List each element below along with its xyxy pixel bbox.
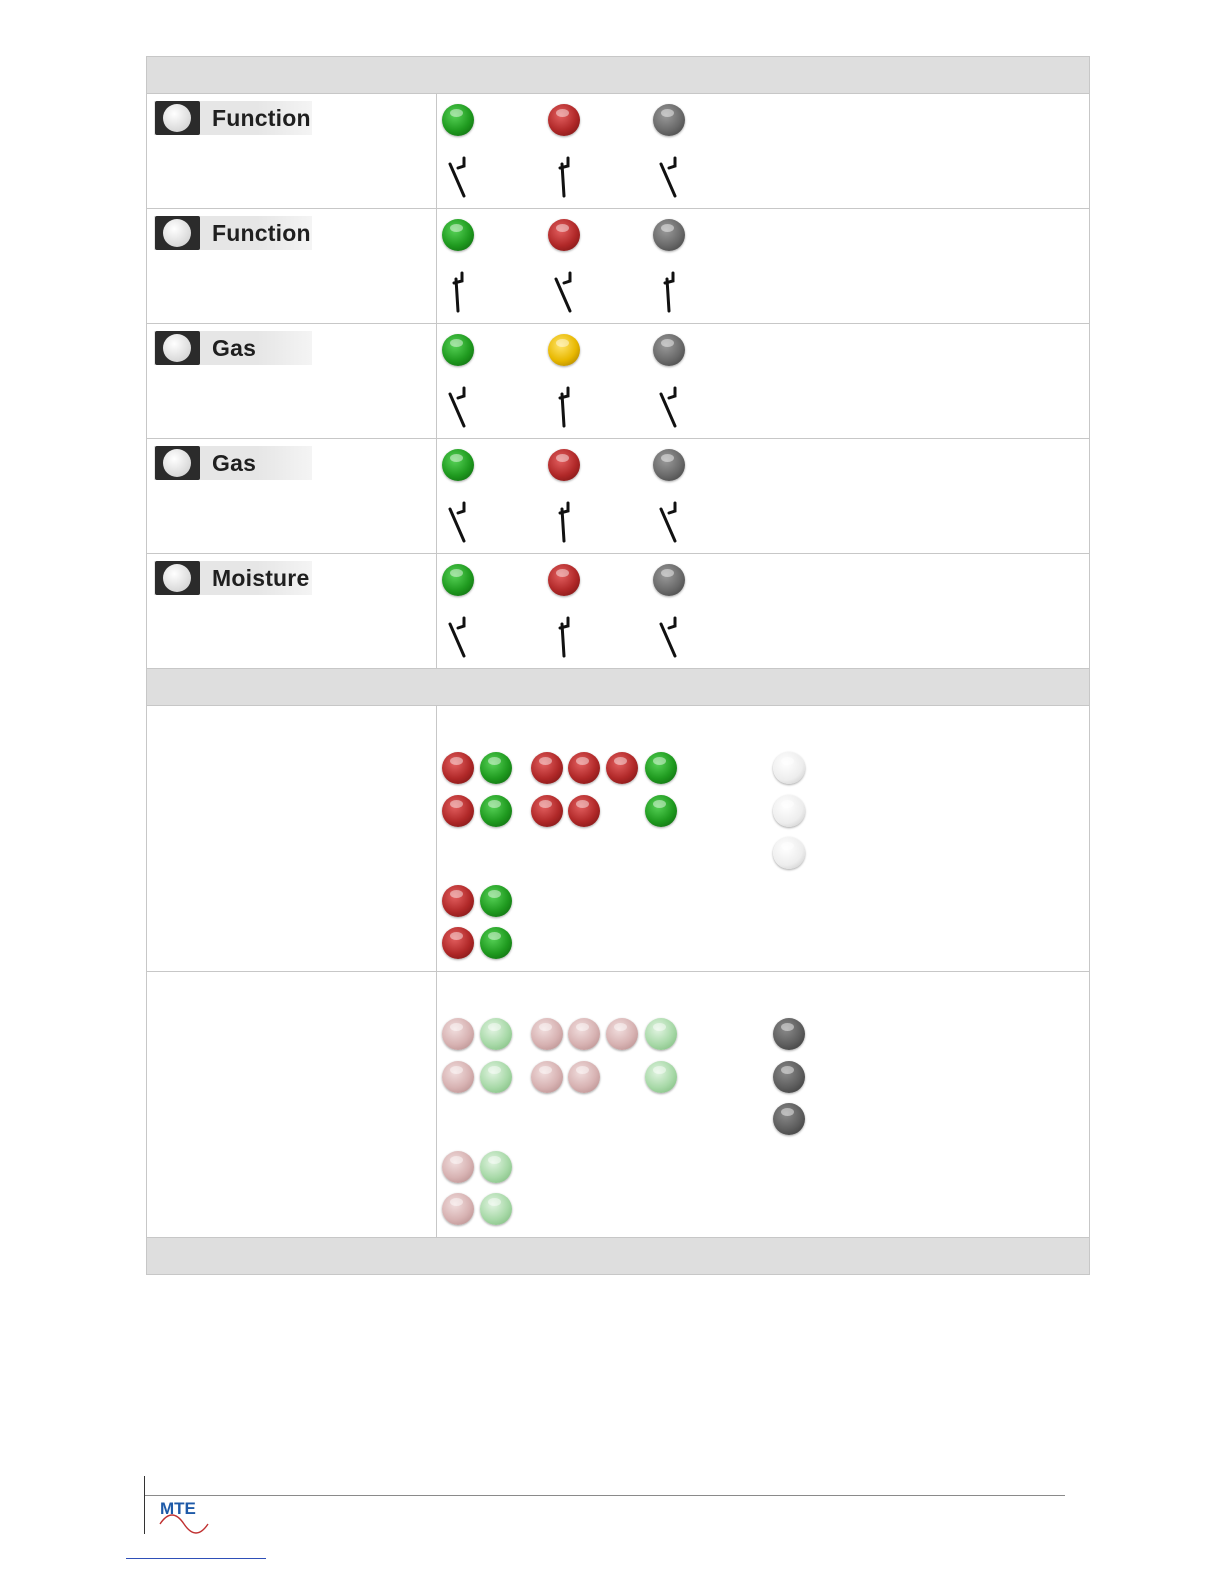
contact-path (560, 618, 568, 656)
nc-contact-icon (444, 616, 470, 660)
led-pattern-cell (437, 972, 1089, 1237)
pink-led-icon (568, 1018, 600, 1050)
status-row (147, 554, 1089, 669)
mte-logo (158, 1498, 218, 1538)
section-separator-band (147, 669, 1089, 706)
white-led-icon (773, 795, 805, 827)
red-lamp-icon (548, 564, 580, 596)
no-contact-icon (550, 386, 576, 430)
contact-path (454, 273, 462, 311)
logo-text: MTE (160, 1499, 196, 1518)
red-led-icon (442, 795, 474, 827)
lgreen-led-icon (645, 1018, 677, 1050)
red-led-icon (531, 795, 563, 827)
status-label-cell (147, 554, 437, 668)
led-rows (147, 706, 1089, 1238)
nc-contact-icon (655, 616, 681, 660)
green-led-icon (480, 752, 512, 784)
no-contact-icon (550, 156, 576, 200)
contact-path (450, 503, 464, 541)
red-led-icon (531, 752, 563, 784)
key-label: Function (212, 105, 311, 131)
key-lamp-icon (163, 219, 191, 247)
dgrey-led-icon (773, 1061, 805, 1093)
green-led-icon (480, 927, 512, 959)
key-label: Function (212, 220, 311, 246)
red-led-icon (606, 752, 638, 784)
contact-path (661, 388, 675, 426)
led-label-cell (147, 972, 437, 1237)
pink-led-icon (442, 1061, 474, 1093)
led-label-cell (147, 706, 437, 971)
key-lamp-icon (163, 564, 191, 592)
lgreen-led-icon (645, 1061, 677, 1093)
status-rows (147, 94, 1089, 669)
led-pattern-cell (437, 706, 1089, 971)
status-indicators-cell (437, 324, 1089, 438)
contact-path (665, 273, 673, 311)
status-row (147, 209, 1089, 324)
lgreen-led-icon (480, 1151, 512, 1183)
footer-divider (145, 1495, 1065, 1496)
key-lamp-icon (163, 449, 191, 477)
table-header-band (147, 57, 1089, 94)
key-label: Moisture (212, 565, 310, 591)
status-label-cell (147, 324, 437, 438)
lgreen-led-icon (480, 1061, 512, 1093)
grey-lamp-icon (653, 449, 685, 481)
red-led-icon (442, 885, 474, 917)
contact-path (560, 503, 568, 541)
grey-lamp-icon (653, 219, 685, 251)
pink-led-icon (531, 1061, 563, 1093)
red-lamp-icon (548, 449, 580, 481)
status-indicators-cell (437, 94, 1089, 208)
green-lamp-icon (442, 449, 474, 481)
red-led-icon (568, 752, 600, 784)
status-row (147, 324, 1089, 439)
grey-lamp-icon (653, 104, 685, 136)
status-row (147, 439, 1089, 554)
pink-led-icon (606, 1018, 638, 1050)
red-lamp-icon (548, 104, 580, 136)
red-lamp-icon (548, 219, 580, 251)
key-label: Gas (212, 335, 257, 361)
green-led-icon (480, 885, 512, 917)
nc-contact-icon (444, 156, 470, 200)
indicator-key (154, 101, 312, 135)
key-button-icon (155, 216, 200, 250)
status-label-cell (147, 439, 437, 553)
red-led-icon (568, 795, 600, 827)
nc-contact-icon (444, 386, 470, 430)
indicator-key (154, 331, 312, 365)
footer-link-underline[interactable] (126, 1558, 266, 1559)
contact-path (560, 158, 568, 196)
indicator-key (154, 446, 312, 480)
contact-path (450, 158, 464, 196)
green-led-icon (645, 795, 677, 827)
status-label-cell (147, 209, 437, 323)
contact-path (450, 618, 464, 656)
contact-path (661, 503, 675, 541)
nc-contact-icon (655, 156, 681, 200)
key-button-icon (155, 101, 200, 135)
green-lamp-icon (442, 104, 474, 136)
red-led-icon (442, 927, 474, 959)
status-indicators-cell (437, 554, 1089, 668)
key-label: Gas (212, 450, 257, 476)
green-led-icon (645, 752, 677, 784)
key-button-icon (155, 331, 200, 365)
yellow-lamp-icon (548, 334, 580, 366)
key-lamp-icon (163, 104, 191, 132)
footer-vertical-rule (144, 1476, 145, 1534)
grey-lamp-icon (653, 564, 685, 596)
white-led-icon (773, 752, 805, 784)
green-led-icon (480, 795, 512, 827)
green-lamp-icon (442, 334, 474, 366)
status-indicators-cell (437, 439, 1089, 553)
status-row (147, 94, 1089, 209)
contact-path (661, 158, 675, 196)
contact-path (560, 388, 568, 426)
dgrey-led-icon (773, 1103, 805, 1135)
table-footer-band (147, 1238, 1089, 1274)
key-button-icon (155, 561, 200, 595)
key-lamp-icon (163, 334, 191, 362)
key-button-icon (155, 446, 200, 480)
no-contact-icon (444, 271, 470, 315)
nc-contact-icon (550, 271, 576, 315)
green-lamp-icon (442, 564, 474, 596)
red-led-icon (442, 752, 474, 784)
contact-path (556, 273, 570, 311)
pink-led-icon (442, 1018, 474, 1050)
pink-led-icon (442, 1151, 474, 1183)
dgrey-led-icon (773, 1018, 805, 1050)
nc-contact-icon (444, 501, 470, 545)
indicator-table (146, 56, 1090, 1275)
led-pattern-row (147, 706, 1089, 972)
pink-led-icon (568, 1061, 600, 1093)
indicator-key (154, 561, 312, 595)
indicator-key (154, 216, 312, 250)
pink-led-icon (531, 1018, 563, 1050)
contact-path (450, 388, 464, 426)
contact-path (661, 618, 675, 656)
led-pattern-row (147, 972, 1089, 1238)
nc-contact-icon (655, 386, 681, 430)
status-label-cell (147, 94, 437, 208)
no-contact-icon (550, 501, 576, 545)
lgreen-led-icon (480, 1018, 512, 1050)
lgreen-led-icon (480, 1193, 512, 1225)
no-contact-icon (550, 616, 576, 660)
white-led-icon (773, 837, 805, 869)
pink-led-icon (442, 1193, 474, 1225)
green-lamp-icon (442, 219, 474, 251)
no-contact-icon (655, 271, 681, 315)
nc-contact-icon (655, 501, 681, 545)
grey-lamp-icon (653, 334, 685, 366)
status-indicators-cell (437, 209, 1089, 323)
